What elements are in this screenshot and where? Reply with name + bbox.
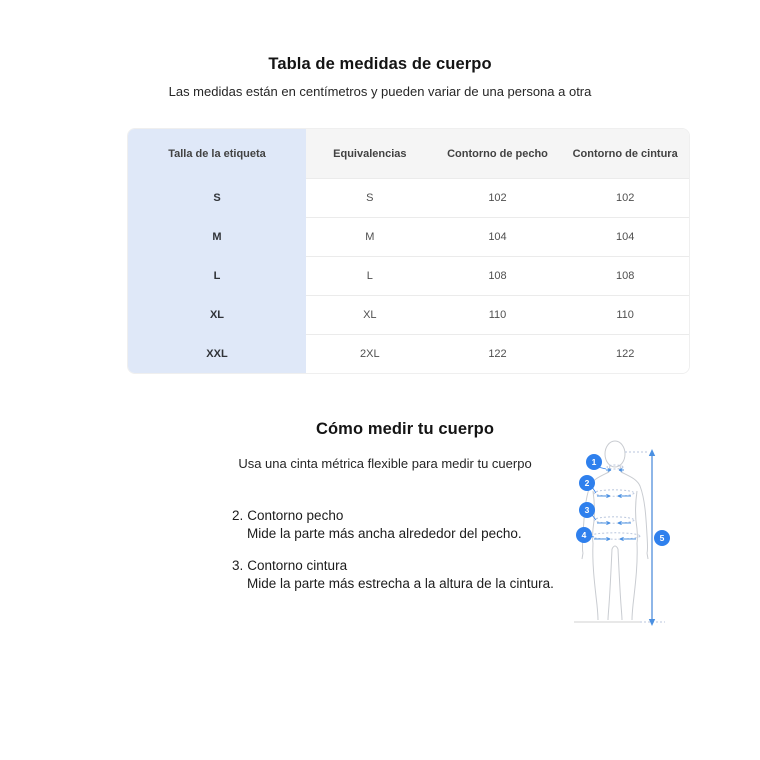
table-cell: 122 bbox=[561, 334, 689, 373]
table-cell: XL bbox=[306, 295, 434, 334]
size-label-cell: XL bbox=[128, 295, 306, 334]
marker-2 bbox=[579, 475, 595, 491]
step-label: Contorno cintura bbox=[247, 558, 348, 573]
table-cell: 110 bbox=[561, 295, 689, 334]
size-label-cell: L bbox=[128, 256, 306, 295]
table-cell: 108 bbox=[561, 256, 689, 295]
marker-5 bbox=[654, 530, 670, 546]
size-label-cell: XXL bbox=[128, 334, 306, 373]
measurement-arrows bbox=[594, 469, 636, 541]
size-table-title: Tabla de medidas de cuerpo bbox=[268, 55, 492, 73]
size-table-subtitle: Las medidas están en centímetros y pueden variar de una persona a otra bbox=[168, 84, 592, 99]
marker-5-label: 5 bbox=[659, 533, 665, 543]
size-label-cell: M bbox=[128, 217, 306, 256]
table-cell: 110 bbox=[434, 295, 562, 334]
how-to-measure-title: Cómo medir tu cuerpo bbox=[315, 420, 494, 438]
marker-4 bbox=[576, 527, 592, 543]
table-cell: L bbox=[306, 256, 434, 295]
column-header-cintura: Contorno de cintura bbox=[561, 129, 689, 178]
marker-3 bbox=[579, 502, 595, 518]
table-cell: M bbox=[306, 217, 434, 256]
marker-1 bbox=[586, 454, 602, 470]
table-cell: 2XL bbox=[306, 334, 434, 373]
step-title bbox=[232, 507, 522, 525]
column-header-equivalencias: Equivalencias bbox=[306, 129, 434, 178]
table-cell: 102 bbox=[561, 178, 689, 217]
size-label-cell: S bbox=[128, 178, 306, 217]
how-to-measure-intro: Usa una cinta métrica flexible para medir tu cuerpo bbox=[238, 456, 532, 471]
step-number: 2. bbox=[232, 508, 244, 523]
marker-4-label: 4 bbox=[581, 530, 587, 540]
step-number: 3. bbox=[232, 558, 244, 573]
column-header-talla: Talla de la etiqueta bbox=[128, 129, 306, 178]
step-description: Mide la parte más estrecha a la altura de la cintura. bbox=[247, 576, 554, 591]
marker-2-label: 2 bbox=[584, 478, 590, 488]
size-table bbox=[127, 128, 690, 374]
table-cell: 102 bbox=[434, 178, 562, 217]
table-cell: 108 bbox=[434, 256, 562, 295]
table-cell: 104 bbox=[434, 217, 562, 256]
step-title bbox=[232, 557, 554, 575]
body-measurement-diagram bbox=[568, 437, 690, 634]
measure-step-waist bbox=[232, 557, 554, 593]
marker-1-label: 1 bbox=[591, 457, 597, 467]
marker-3-label: 3 bbox=[584, 505, 590, 515]
step-description: Mide la parte más ancha alrededor del pecho. bbox=[247, 526, 522, 541]
table-cell: 104 bbox=[561, 217, 689, 256]
table-cell: 122 bbox=[434, 334, 562, 373]
measure-step-chest bbox=[232, 507, 522, 543]
table-cell: S bbox=[306, 178, 434, 217]
column-header-pecho: Contorno de pecho bbox=[434, 129, 562, 178]
step-label: Contorno pecho bbox=[247, 508, 344, 523]
